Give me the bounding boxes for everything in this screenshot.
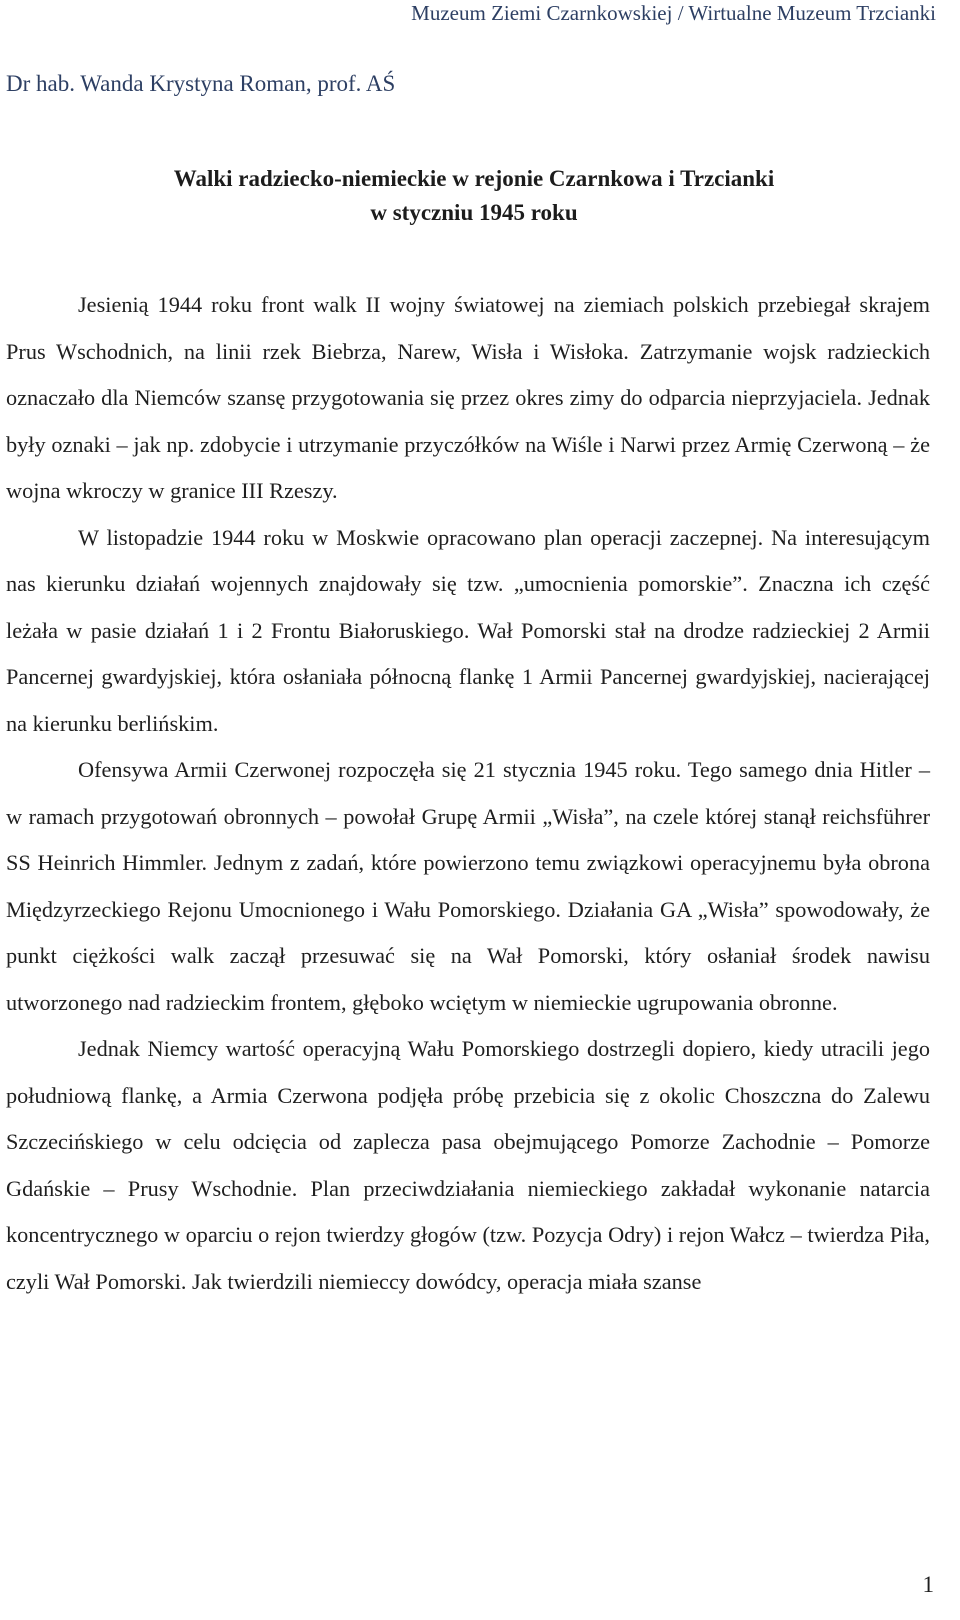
author-line: Dr hab. Wanda Krystyna Roman, prof. AŚ bbox=[6, 71, 396, 96]
museum-header: Muzeum Ziemi Czarnkowskiej / Wirtualne Muzeum Trzcianki bbox=[411, 1, 936, 25]
title-line-1: Walki radziecko-niemieckie w rejonie Czarnkowa i Trzcianki bbox=[173, 166, 775, 191]
paragraph-2: W listopadzie 1944 roku w Moskwie opracowano plan operacji zaczepnej. Na interesującym nas kierunku działań wojennych znajdowały się tzw. „umocnienia pomorskie”. Znaczna ich część leżała w pasie działań 1 i 2 Frontu Białoruskiego. Wał Pomorski stał na drodze radzieckiej 2 Armii Pancernej gwardyjskiej, która osłaniała północną flankę 1 Armii Pancernej gwardyjskiej, nacierającej na kierunku berlińskim. bbox=[6, 524, 930, 736]
paragraph-3: Ofensywa Armii Czerwonej rozpoczęła się 21 stycznia 1945 roku. Tego samego dnia Hitler – w ramach przygotowań obronnych – powołał Grupę Armii „Wisła”, na czele której stanął reichsführer SS Heinrich Himmler. Jednym z zadań, które powierzono temu związkowi operacyjnemu była obrona Międzyrzeckiego Rejonu Umocnionego i Wału Pomorskiego. Działania GA „Wisła” spowodowały, że punkt ciężkości walk zaczął przesuwać się na Wał Pomorski, który osłaniał środek nawisu utworzonego nad radzieckim frontem, głęboko wciętym w niemieckie ugrupowania obronne. bbox=[6, 757, 930, 1015]
paragraph-1: Jesienią 1944 roku front walk II wojny światowej na ziemiach polskich przebiegał skrajem Prus Wschodnich, na linii rzek Biebrza, Narew, Wisła i Wisłoka. Zatrzymanie wojsk radzieckich oznaczało dla Niemców szansę przygotowania się przez okres zimy do odparcia nieprzyjaciela. Jednak były oznaki – jak np. zdobycie i utrzymanie przyczółków na Wiśle i Narwi przez Armię Czerwoną – że wojna wkroczy w granice III Rzeszy. bbox=[6, 292, 930, 503]
document-title bbox=[0, 162, 948, 230]
document-body bbox=[6, 282, 930, 1305]
title-line-2: w styczniu 1945 roku bbox=[370, 200, 578, 225]
paragraph-4: Jednak Niemcy wartość operacyjną Wału Pomorskiego dostrzegli dopiero, kiedy utracili jego południową flankę, a Armia Czerwona podjęła próbę przebicia się z okolic Choszczna do Zalewu Szczecińskiego w celu odcięcia od zaplecza pasa obejmującego Pomorze Zachodnie – Pomorze Gdańskie – Prusy Wschodnie. Plan przeciwdziałania niemieckiego zakładał wykonanie natarcia koncentrycznego w oparciu o rejon twierdzy głogów (tzw. Pozycja Odry) i rejon Wałcz – twierdza Piła, czyli Wał Pomorski. Jak twierdzili niemieccy dowódcy, operacja miała szanse bbox=[6, 1036, 930, 1294]
page-number: 1 bbox=[922, 1572, 934, 1597]
